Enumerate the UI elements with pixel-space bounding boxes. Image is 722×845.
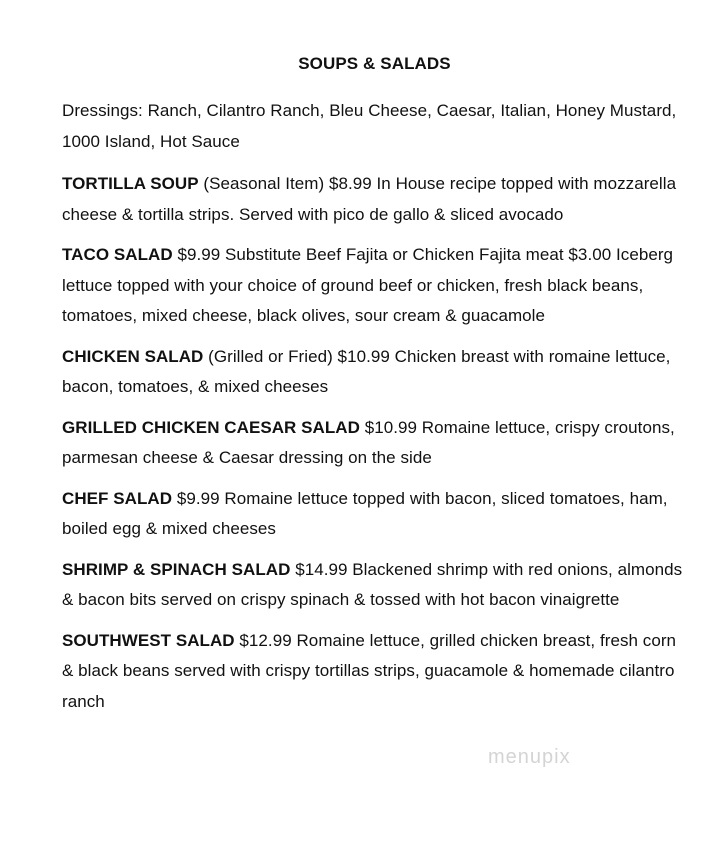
menu-item-details: $14.99 Blackened shrimp with red onions, almonds & bacon bits served on crispy spinach & tossed with hot bacon vinaigrette — [62, 559, 683, 609]
menu-item-grilled-chicken-caesar-salad — [62, 413, 687, 474]
menu-item-name: SOUTHWEST SALAD — [62, 630, 235, 650]
watermark-logo: menupix — [488, 746, 571, 768]
menu-page — [62, 52, 687, 727]
menu-item-name: SHRIMP & SPINACH SALAD — [62, 559, 291, 579]
menu-item-details: (Seasonal Item) $8.99 In House recipe topped with mozzarella cheese & tortilla strips. Served with pico de gallo & sliced avocado — [62, 174, 677, 224]
menu-item-details: $12.99 Romaine lettuce, grilled chicken breast, fresh corn & black beans served with crispy tortillas strips, guacamole & homemade cilantro ranch — [62, 630, 677, 711]
menu-item-name: CHEF SALAD — [62, 488, 173, 508]
menu-item-southwest-salad — [62, 626, 687, 718]
menu-item-name: CHICKEN SALAD — [62, 346, 204, 366]
menu-item-name: TORTILLA SOUP — [62, 174, 199, 193]
menu-item-details: (Grilled or Fried) $10.99 Chicken breast with romaine lettuce, bacon, tomatoes, & mixed cheeses — [62, 346, 671, 396]
menu-item-details: $9.99 Romaine lettuce topped with bacon, sliced tomatoes, ham, boiled egg & mixed cheeses — [62, 488, 668, 538]
dressings-text: Dressings: Ranch, Cilantro Ranch, Bleu Cheese, Caesar, Italian, Honey Mustard, 1000 Island, Hot Sauce — [62, 101, 677, 151]
menu-item-details: $10.99 Romaine lettuce, crispy croutons, parmesan cheese & Caesar dressing on the side — [62, 417, 675, 467]
menu-item-name: GRILLED CHICKEN CAESAR SALAD — [62, 417, 360, 437]
menu-item-taco-salad — [62, 240, 687, 332]
menu-item-shrimp-spinach-salad — [62, 555, 687, 616]
section-title: SOUPS & SALADS — [298, 54, 451, 73]
menu-item-tortilla-soup — [62, 169, 687, 230]
menu-item-details: $9.99 Substitute Beef Fajita or Chicken Fajita meat $3.00 Iceberg lettuce topped with your choice of ground beef or chicken, fresh black beans, tomatoes, mixed cheese, black olives, sour cream & guacamole — [62, 245, 674, 325]
menu-item-name: TACO SALAD — [62, 245, 173, 264]
menu-item-chef-salad — [62, 484, 687, 545]
menu-item-chicken-salad — [62, 342, 687, 403]
